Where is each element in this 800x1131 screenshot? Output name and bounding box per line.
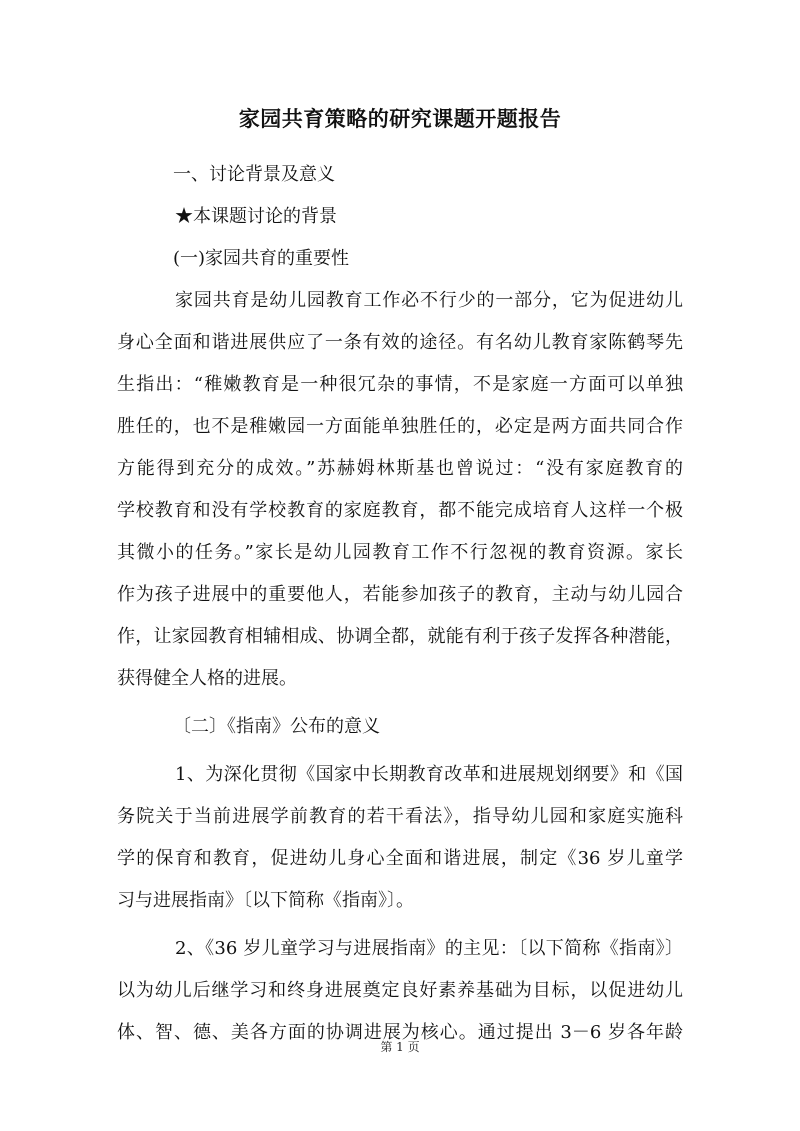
paragraph-line: 胜任的，也不是稚嫩园一方面能单独胜任的，必定是两方面共同合作 xyxy=(117,416,683,437)
paragraph-line: 其微小的任务。”家长是幼儿园教育工作不行忽视的教育资源。家长 xyxy=(117,542,683,563)
subsection-heading-importance: (一)家园共育的重要性 xyxy=(173,248,350,269)
paragraph-line: 学校教育和没有学校教育的家庭教育，都不能完成培育人这样一个极 xyxy=(117,500,683,521)
paragraph-line: 作，让家园教育相辅相成、协调全都，就能有利于孩子发挥各种潜能， xyxy=(117,626,683,647)
paragraph-line: 身心全面和谐进展供应了一条有效的途径。有名幼儿教育家陈鹤琴先 xyxy=(117,332,683,353)
subsection-heading-guide-significance: 〔二〕《指南》公布的意义 xyxy=(173,716,380,737)
paragraph-line: 务院关于当前进展学前教育的若干看法》，指导幼儿园和家庭实施科 xyxy=(117,806,683,827)
paragraph-line: 生指出：“稚嫩教育是一种很冗杂的事情，不是家庭一方面可以单独 xyxy=(117,374,683,395)
paragraph-line: 以为幼儿后继学习和终身进展奠定良好素养基础为目标，以促进幼儿 xyxy=(117,980,683,1001)
paragraph-line: 学的保育和教育，促进幼儿身心全面和谐进展，制定《36 岁儿童学 xyxy=(117,848,683,869)
document-body xyxy=(117,154,683,1054)
paragraph-line: 作为孩子进展中的重要他人，若能参加孩子的教育，主动与幼儿园合 xyxy=(117,584,683,605)
section-heading-background: 一、讨论背景及意义 xyxy=(173,164,335,185)
paragraph-line: 2、《36 岁儿童学习与进展指南》的主见：〔以下简称《指南》〕 xyxy=(175,938,683,959)
paragraph-line: 获得健全人格的进展。 xyxy=(117,668,297,689)
paragraph-line: 家园共育是幼儿园教育工作必不行少的一部分，它为促进幼儿 xyxy=(175,290,683,311)
paragraph-line: 体、智、德、美各方面的协调进展为核心。通过提出 3－6 岁各年龄 xyxy=(117,1022,683,1043)
paragraph-line: 1、为深化贯彻《国家中长期教育改革和进展规划纲要》和《国 xyxy=(175,764,683,785)
paragraph-importance xyxy=(117,280,683,700)
paragraph-guide-2 xyxy=(117,928,683,1054)
subsection-heading-background: ★本课题讨论的背景 xyxy=(175,206,337,227)
paragraph-line: 习与进展指南》〔以下简称《指南》〕。 xyxy=(117,890,414,911)
page-number: 第 1 页 xyxy=(380,1040,420,1054)
paragraph-guide-1 xyxy=(117,754,683,922)
paragraph-line: 方能得到充分的成效。”苏赫姆林斯基也曾说过：“没有家庭教育的 xyxy=(117,458,683,479)
document-title: 家园共育策略的研究课题开题报告 xyxy=(238,106,562,131)
